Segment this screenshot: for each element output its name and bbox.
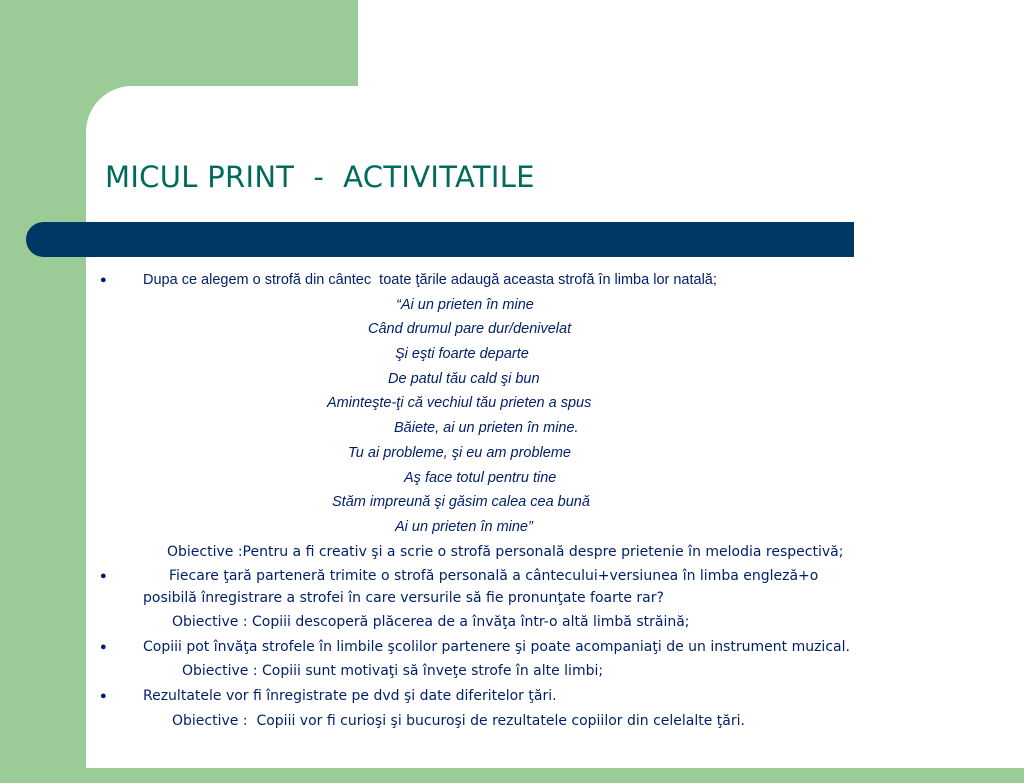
objective-line: Obiective : Copiii vor fi curioşi şi bucuroşi de rezultatele copiilor din celelalte ţări. xyxy=(172,712,745,729)
objective-line: Obiective : Copiii descoperă plăcerea de a învăţa într-o altă limbă străină; xyxy=(172,613,690,630)
slide-content xyxy=(100,268,1000,733)
bullet-icon: ● xyxy=(100,274,107,286)
bullet-icon: ● xyxy=(100,690,107,702)
bullet-icon: ● xyxy=(100,570,107,583)
slide-background-top xyxy=(358,0,1024,90)
bullet-icon: ● xyxy=(100,640,107,653)
bullet-item: ● Rezultatele vor fi înregistrate pe dvd şi date diferitelor ţări. xyxy=(100,684,1000,709)
verse-line: Când drumul pare dur/denivelat xyxy=(368,321,572,338)
objective-line: Obiective :Pentru a fi creativ şi a scrie o strofă personală despre prietenie în melodia respectivă; xyxy=(167,543,844,560)
verse-line: Şi eşti foarte departe xyxy=(395,346,529,363)
verse-line: Tu ai probleme, şi eu am probleme xyxy=(348,444,571,461)
verse-line: Aş face totul pentru tine xyxy=(404,469,557,486)
verse-line: Ai un prieten în mine” xyxy=(395,518,533,535)
objective-line: Obiective : Copiii sunt motivaţi să înveţe strofe în alte limbi; xyxy=(182,663,604,680)
verse-line: De patul tău cald şi bun xyxy=(388,370,540,387)
bullet-item xyxy=(100,268,1000,293)
verse-line: Aminteşte-ţi că vechiul tău prieten a spus xyxy=(327,395,592,412)
bullet-item: ● Fiecare ţară parteneră trimite o strofă personală a cântecului+versiunea în limba engleză+o xyxy=(100,564,1000,589)
bullet-item: ● Copiii pot învăţa strofele în limbile şcolilor partenere şi poate acompaniaţi de un instrument muzical. xyxy=(100,635,1000,660)
slide-title: MICUL PRINT - ACTIVITATILE xyxy=(105,160,535,194)
title-underline-bar xyxy=(26,222,854,257)
bullet-continuation: posibilă înregistrare a strofei în care versurile să fie pronunţate foarte rar? xyxy=(143,589,664,606)
verse-line: “Ai un prieten în mine xyxy=(396,296,534,313)
verse-line: Băiete, ai un prieten în mine. xyxy=(394,420,579,437)
intro-text: Dupa ce alegem o strofă din cântec toate ţările adaugă aceasta strofă în limba lor natală; xyxy=(143,272,717,288)
verse-line: Stăm impreună şi găsim calea cea bună xyxy=(332,494,590,511)
